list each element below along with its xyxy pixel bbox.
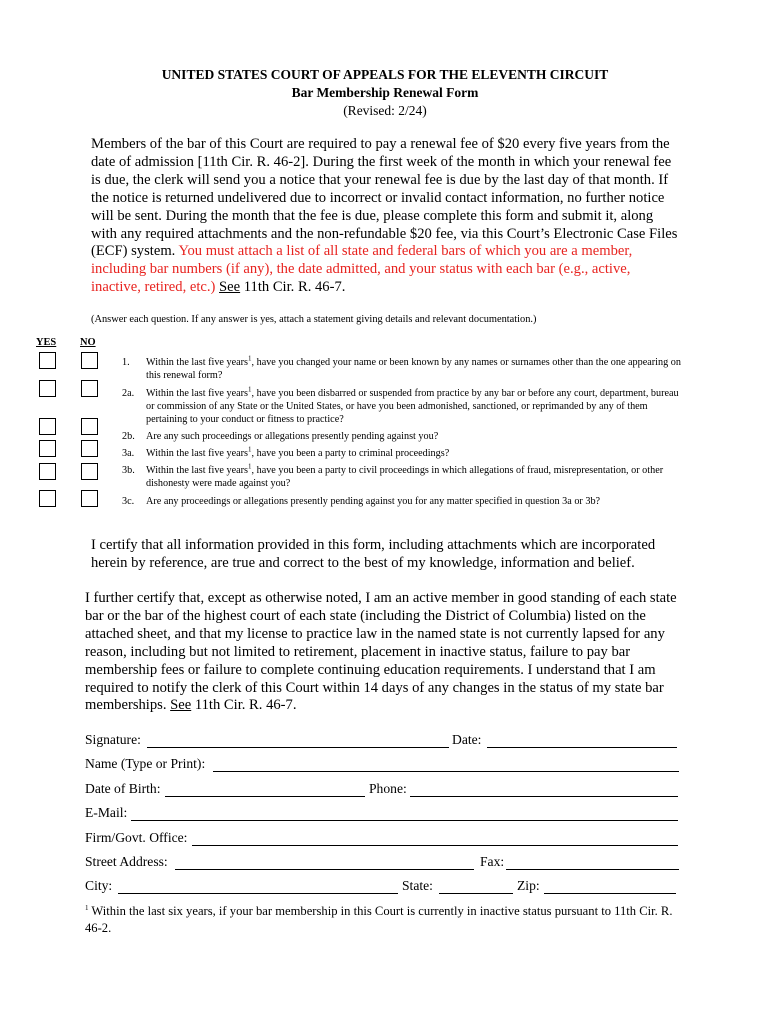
state-line[interactable] [439, 893, 513, 894]
q2b-no-checkbox[interactable] [81, 418, 98, 435]
question-text: Within the last five years [146, 388, 248, 399]
email-label: E-Mail: [85, 805, 128, 820]
date-label: Date: [452, 732, 482, 747]
fax-line[interactable] [506, 869, 679, 870]
form-header [0, 66, 770, 120]
fax-label: Fax: [480, 854, 505, 869]
q3b-no-checkbox[interactable] [81, 463, 98, 480]
q3b-yes-checkbox[interactable] [39, 463, 56, 480]
footnote-marker: 1 [85, 903, 89, 912]
firm-row [85, 830, 679, 848]
question-number: 3a. [122, 448, 135, 459]
dob-label: Date of Birth: [85, 781, 161, 796]
court-name: UNITED STATES COURT OF APPEALS FOR THE ELEVENTH CIRCUIT [161, 67, 609, 82]
zip-label: Zip: [517, 878, 540, 893]
question-text-cont: , have you been a party to civil proceedings in which allegations of fraud, misrepresentation, or other dishonesty were made against you? [146, 465, 664, 489]
rule-reference: 11th Cir. R. 46-7. [240, 279, 346, 296]
footnote-ref: 1 [248, 385, 252, 394]
question-number: 2b. [122, 431, 135, 442]
see-signal: See [219, 279, 241, 296]
question-text: Are any proceedings or allegations presently pending against you for any matter specified in question 3a or 3b? [146, 496, 601, 507]
street-label: Street Address: [85, 854, 168, 869]
form-title: Bar Membership Renewal Form [291, 85, 479, 100]
firm-line[interactable] [192, 845, 678, 846]
city-label: City: [85, 878, 113, 893]
question-number: 3b. [122, 465, 135, 476]
question-text-cont: , have you been disbarred or suspended from practice by any bar or before any court, department, bureau or commission of any State or the United States, or have you been admonished, sanctioned, or reprimanded by any of them pertaining to your conduct or fitness to practice? [146, 388, 679, 425]
footnote-ref: 1 [248, 445, 252, 454]
signature-line[interactable] [147, 747, 449, 748]
email-row [85, 805, 679, 823]
q2b-yes-checkbox[interactable] [39, 418, 56, 435]
intro-paragraph [91, 136, 681, 297]
signature-row [85, 732, 679, 750]
q3a-no-checkbox[interactable] [81, 440, 98, 457]
signature-label: Signature: [85, 732, 141, 747]
date-line[interactable] [487, 747, 677, 748]
q1-no-checkbox[interactable] [81, 352, 98, 369]
city-state-zip-row [85, 878, 679, 896]
q3c-yes-checkbox[interactable] [39, 490, 56, 507]
q1-yes-checkbox[interactable] [39, 352, 56, 369]
question-text: Are any such proceedings or allegations presently pending against you? [146, 431, 439, 442]
phone-label: Phone: [369, 781, 407, 796]
question-number: 3c. [122, 496, 135, 507]
phone-line[interactable] [410, 796, 678, 797]
dob-line[interactable] [165, 796, 365, 797]
no-column-header: NO [80, 337, 96, 348]
q3c-no-checkbox[interactable] [81, 490, 98, 507]
email-line[interactable] [131, 820, 678, 821]
footnote-text: Within the last six years, if your bar membership in this Court is currently in inactive status pursuant to 11th Cir. R. 46-2. [85, 904, 673, 935]
footnote [85, 903, 681, 937]
zip-line[interactable] [544, 893, 676, 894]
name-label: Name (Type or Print): [85, 756, 206, 771]
firm-label: Firm/Govt. Office: [85, 830, 188, 845]
footnote-ref: 1 [248, 462, 252, 471]
street-fax-row [85, 854, 679, 872]
city-line[interactable] [118, 893, 398, 894]
revision-date: (Revised: 2/24) [343, 103, 427, 118]
state-label: State: [402, 878, 433, 893]
question-text: Within the last five years [146, 448, 248, 459]
see-signal: See [170, 697, 192, 714]
standing-text: I further certify that, except as otherwise noted, I am an active member in good standing of each state bar or the bar of the highest court of each state (including the District of Columbia) listed on the attached sheet, and that my license to practice law in the named state is not currently lapsed for any reason, including but not limited to retirement, placement in inactive status, failure to pay bar membership fees or failure to complete continuing education requirements. I understand that I am required to notify the clerk of this Court within 14 days of any changes in the status of my state bar memberships. [85, 590, 677, 714]
question-number: 1. [122, 357, 130, 368]
bar-standing-paragraph [85, 590, 679, 715]
question-number: 2a. [122, 388, 135, 399]
rule-reference: 11th Cir. R. 46-7. [191, 697, 297, 714]
name-row [85, 756, 679, 774]
yes-column-header: YES [36, 337, 57, 348]
certification-paragraph: I certify that all information provided in this form, including attachments which are incorporated herein by reference, are true and correct to the best of my knowledge, information and belief. [91, 537, 656, 571]
name-line[interactable] [213, 771, 679, 772]
footnote-ref: 1 [248, 354, 252, 363]
question-text: Within the last five years [146, 357, 248, 368]
intro-text: Members of the bar of this Court are required to pay a renewal fee of $20 every five years from the date of admission [11th Cir. R. 46-2]. During the first week of the month in which your renewal fee is due, the clerk will send you a notice that your renewal fee is due by the last day of that month. If the notice is returned undelivered due to incorrect or invalid contact information, no further notice will be sent. During the month that the fee is due, please complete this form and submit it, along with any required attachments and the non-refundable $20 fee, via this Court’s Electronic Case Files (ECF) system. [91, 136, 678, 260]
street-line[interactable] [175, 869, 474, 870]
answer-instructions: (Answer each question. If any answer is yes, attach a statement giving details and relevant documentation.) [91, 314, 537, 325]
q3a-yes-checkbox[interactable] [39, 440, 56, 457]
q2a-yes-checkbox[interactable] [39, 380, 56, 397]
dob-phone-row [85, 781, 679, 799]
question-text: Within the last five years [146, 465, 248, 476]
question-text-cont: , have you changed your name or been known by any names or surnames other than the one appearing on this renewal form? [146, 357, 681, 381]
question-text-cont: , have you been a party to criminal proceedings? [251, 448, 450, 459]
attachment-requirement: You must attach a list of all state and federal bars of which you are a member, including bar numbers (if any), the date admitted, and your status with each bar (e.g., active, inactive, retired, etc.) [91, 243, 633, 296]
q2a-no-checkbox[interactable] [81, 380, 98, 397]
